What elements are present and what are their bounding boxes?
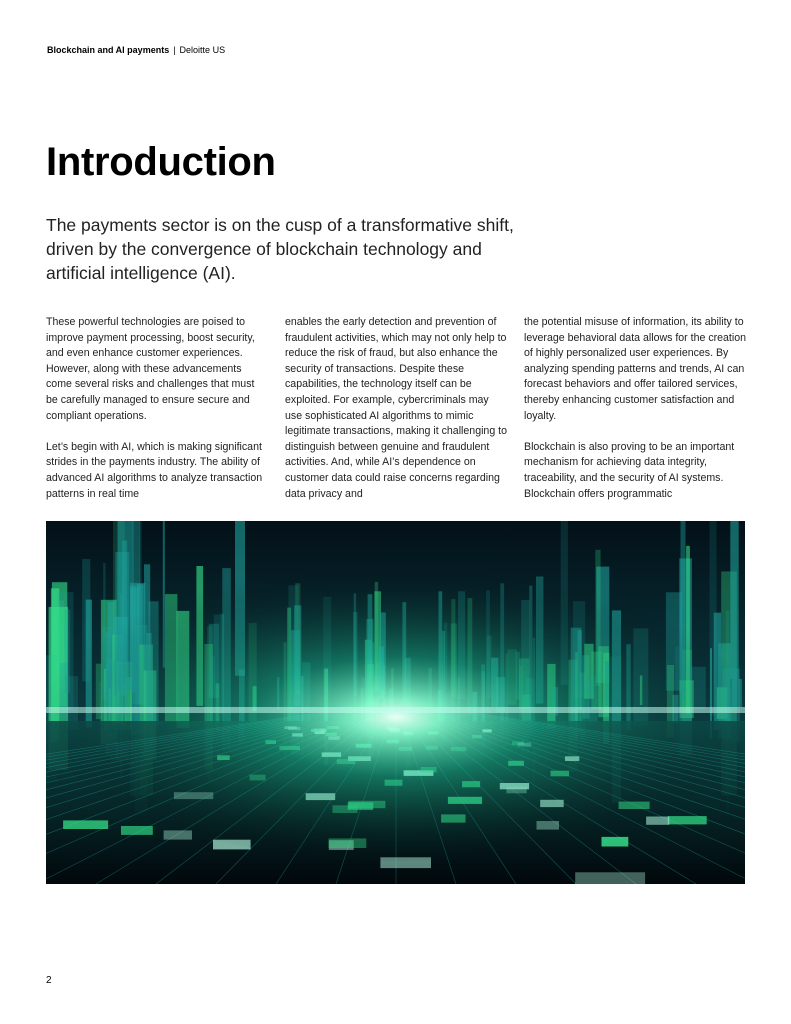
body-column-2	[285, 315, 507, 502]
hero-image	[46, 521, 745, 884]
floor-tile	[646, 817, 669, 825]
page-number: 2	[46, 975, 52, 986]
paragraph: Let’s begin with AI, which is making significant strides in the payments industry. The ability of advanced AI algorithms to analyze transaction patterns in real time	[46, 440, 263, 500]
paragraph: the potential misuse of information, its ability to leverage behavioral data allows for the creation of highly personalized user experiences. By analyzing spending patterns and trends, AI can forecast behaviors and offer tailored services, thereby enhancing customer satisfaction and loyalty.	[524, 316, 747, 422]
intro-paragraph: The payments sector is on the cusp of a transformative shift, driven by the convergence of blockchain technology and artificial intelligence (AI).	[46, 215, 514, 283]
horizon-line	[46, 707, 745, 713]
header-separator: |	[173, 45, 176, 55]
page-title: Introduction	[46, 140, 276, 184]
floor-tile	[668, 816, 707, 824]
body-column-1	[46, 315, 268, 502]
paragraph: Blockchain is also proving to be an important mechanism for achieving data integrity, traceability, and the security of AI systems. Blockchain offers programmatic	[524, 440, 735, 500]
floor-tile	[63, 820, 108, 829]
running-header	[47, 45, 225, 55]
data-tunnel-illustration	[46, 521, 745, 884]
floor-tile	[575, 872, 645, 884]
floor-tile	[602, 837, 629, 847]
paragraph: These powerful technologies are poised to improve payment processing, boost security, and even enhance customer experiences. However, along with these advancements come several risks and challenges that must be carefully managed to ensure secure and compliant operations.	[46, 316, 255, 422]
header-title: Blockchain and AI payments	[47, 45, 170, 55]
header-org: Deloitte US	[179, 45, 226, 55]
data-bar	[730, 521, 738, 679]
paragraph: enables the early detection and prevention of fraudulent activities, which may not only help to reduce the risk of fraud, but also enhance the security of transactions. Despite these capabilities, the technology itself can be exploited. For example, cybercriminals may use sophisticated AI algorithms to mimic legitimate transactions, making it challenging to distinguish between genuine and fraudulent activities. And, while AI’s dependence on customer data could raise concerns regarding data privacy and	[285, 316, 507, 500]
body-column-3	[524, 315, 746, 502]
floor-tile	[121, 826, 153, 835]
